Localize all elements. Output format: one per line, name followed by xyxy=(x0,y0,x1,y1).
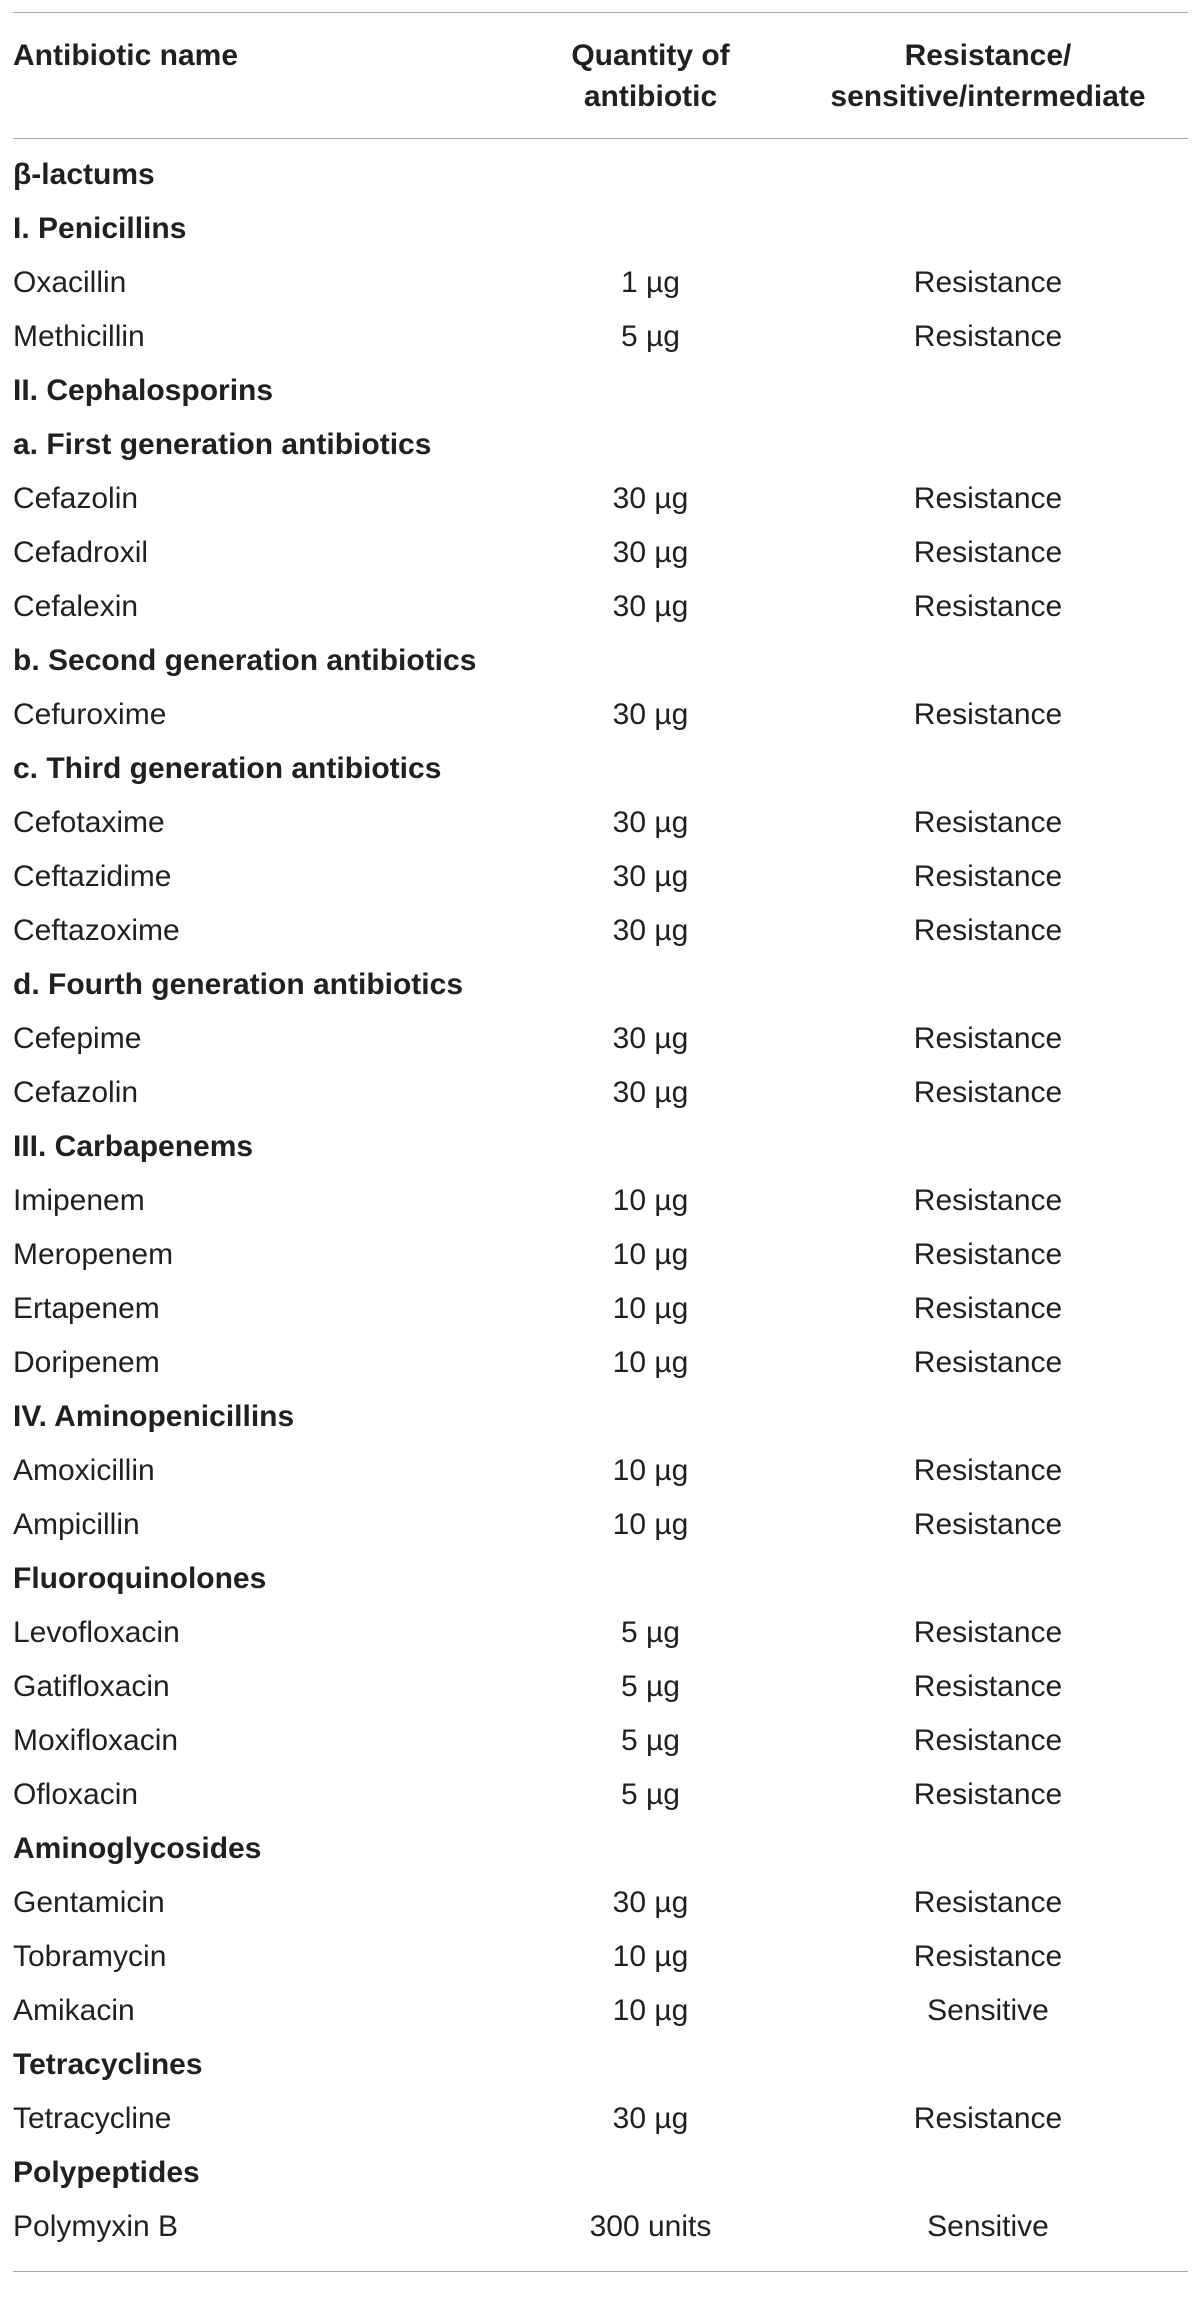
table-row xyxy=(13,688,1188,742)
antibiotic-name-cell: Cefazolin xyxy=(13,1076,139,1109)
quantity-cell: 30 µg xyxy=(612,590,689,623)
header-quantity-line2: antibiotic xyxy=(583,79,718,113)
result-cell: Resistance xyxy=(913,536,1063,569)
table-row xyxy=(13,1444,1188,1498)
antibiotic-name-cell: Cefotaxime xyxy=(13,806,165,839)
table-row xyxy=(13,1174,1188,1228)
section-row xyxy=(13,418,1188,472)
quantity-cell: 30 µg xyxy=(612,536,689,569)
antibiotic-name-cell: Imipenem xyxy=(13,1184,145,1217)
result-cell: Resistance xyxy=(913,2102,1063,2135)
table-row xyxy=(13,310,1188,364)
section-row xyxy=(13,2038,1188,2092)
result-cell: Resistance xyxy=(913,1886,1063,1919)
table-row xyxy=(13,1930,1188,1984)
section-row xyxy=(13,958,1188,1012)
antibiotic-name-cell: Polymyxin B xyxy=(13,2210,179,2243)
table-row xyxy=(13,1282,1188,1336)
section-heading: Aminoglycosides xyxy=(13,1832,262,1865)
result-cell: Resistance xyxy=(913,806,1063,839)
section-heading: Tetracyclines xyxy=(13,2048,203,2081)
quantity-cell: 10 µg xyxy=(612,1940,689,1973)
table-row xyxy=(13,1012,1188,1066)
section-row xyxy=(13,202,1188,256)
result-cell: Resistance xyxy=(913,1616,1063,1649)
quantity-cell: 5 µg xyxy=(621,1778,680,1811)
antibiotic-name-cell: Amoxicillin xyxy=(13,1454,155,1487)
antibiotic-name-cell: Gentamicin xyxy=(13,1886,165,1919)
header-result-line2: sensitive/intermediate xyxy=(830,79,1146,113)
result-cell: Resistance xyxy=(913,860,1063,893)
quantity-cell: 30 µg xyxy=(612,1022,689,1055)
section-row xyxy=(13,1552,1188,1606)
quantity-cell: 10 µg xyxy=(612,1292,689,1325)
quantity-cell: 30 µg xyxy=(612,860,689,893)
result-cell: Resistance xyxy=(913,266,1063,299)
result-cell: Resistance xyxy=(913,1778,1063,1811)
section-heading: a. First generation antibiotics xyxy=(13,428,432,461)
antibiotic-name-cell: Ofloxacin xyxy=(13,1778,139,1811)
result-cell: Resistance xyxy=(913,1940,1063,1973)
section-heading: III. Carbapenems xyxy=(13,1130,254,1163)
antibiotic-table xyxy=(13,12,1188,2272)
quantity-cell: 30 µg xyxy=(612,1886,689,1919)
antibiotic-name-cell: Tetracycline xyxy=(13,2102,172,2135)
antibiotic-name-cell: Cefadroxil xyxy=(13,536,149,569)
antibiotic-name-cell: Tobramycin xyxy=(13,1940,167,1973)
result-cell: Resistance xyxy=(913,914,1063,947)
section-heading: c. Third generation antibiotics xyxy=(13,752,442,785)
header-result-line1: Resistance/ xyxy=(904,38,1072,72)
quantity-cell: 30 µg xyxy=(612,806,689,839)
antibiotic-name-cell: Ampicillin xyxy=(13,1508,140,1541)
result-cell: Resistance xyxy=(913,1076,1063,1109)
table-row xyxy=(13,796,1188,850)
table-row xyxy=(13,2200,1188,2254)
section-heading: IV. Aminopenicillins xyxy=(13,1400,295,1433)
quantity-cell: 30 µg xyxy=(612,1076,689,1109)
section-heading: b. Second generation antibiotics xyxy=(13,644,477,677)
quantity-cell: 30 µg xyxy=(612,2102,689,2135)
table-body xyxy=(13,139,1188,2254)
section-row xyxy=(13,1390,1188,1444)
antibiotic-name-cell: Cefazolin xyxy=(13,482,139,515)
quantity-cell: 30 µg xyxy=(612,914,689,947)
result-cell: Resistance xyxy=(913,1454,1063,1487)
table-row xyxy=(13,1714,1188,1768)
table-row xyxy=(13,1498,1188,1552)
table-bottom-rule xyxy=(13,2271,1188,2272)
table-row xyxy=(13,1066,1188,1120)
result-cell: Resistance xyxy=(913,1022,1063,1055)
quantity-cell: 10 µg xyxy=(612,1346,689,1379)
quantity-cell: 10 µg xyxy=(612,1508,689,1541)
result-cell: Sensitive xyxy=(927,1994,1049,2027)
quantity-cell: 5 µg xyxy=(621,1724,680,1757)
antibiotic-name-cell: Cefalexin xyxy=(13,590,139,623)
antibiotic-name-cell: Levofloxacin xyxy=(13,1616,180,1649)
table-row xyxy=(13,904,1188,958)
quantity-cell: 30 µg xyxy=(612,482,689,515)
antibiotic-name-cell: Ceftazoxime xyxy=(13,914,180,947)
section-heading: II. Cephalosporins xyxy=(13,374,274,407)
section-heading: d. Fourth generation antibiotics xyxy=(13,968,463,1001)
table-row xyxy=(13,526,1188,580)
result-cell: Resistance xyxy=(913,1238,1063,1271)
section-heading: I. Penicillins xyxy=(13,212,187,245)
section-heading: Fluoroquinolones xyxy=(13,1562,267,1595)
quantity-cell: 30 µg xyxy=(612,698,689,731)
table-row xyxy=(13,1606,1188,1660)
quantity-cell: 5 µg xyxy=(621,1670,680,1703)
result-cell: Resistance xyxy=(913,1508,1063,1541)
result-cell: Resistance xyxy=(913,698,1063,731)
section-heading: β-lactums xyxy=(13,158,155,191)
result-cell: Resistance xyxy=(913,590,1063,623)
section-row xyxy=(13,1822,1188,1876)
result-cell: Resistance xyxy=(913,482,1063,515)
table-row xyxy=(13,1876,1188,1930)
antibiotic-name-cell: Ceftazidime xyxy=(13,860,172,893)
table-row xyxy=(13,580,1188,634)
result-cell: Resistance xyxy=(913,1292,1063,1325)
table-row xyxy=(13,1660,1188,1714)
quantity-cell: 5 µg xyxy=(621,1616,680,1649)
antibiotic-name-cell: Methicillin xyxy=(13,320,145,353)
result-cell: Resistance xyxy=(913,1724,1063,1757)
antibiotic-name-cell: Cefepime xyxy=(13,1022,142,1055)
table-header xyxy=(13,13,1188,139)
quantity-cell: 10 µg xyxy=(612,1184,689,1217)
section-row xyxy=(13,742,1188,796)
table-row xyxy=(13,2092,1188,2146)
table-row xyxy=(13,256,1188,310)
header-antibiotic-name: Antibiotic name xyxy=(13,39,239,72)
section-row xyxy=(13,364,1188,418)
antibiotic-name-cell: Amikacin xyxy=(13,1994,135,2027)
quantity-cell: 300 units xyxy=(589,2210,712,2243)
quantity-cell: 1 µg xyxy=(621,266,680,299)
quantity-cell: 10 µg xyxy=(612,1454,689,1487)
section-heading: Polypeptides xyxy=(13,2156,200,2189)
antibiotic-name-cell: Cefuroxime xyxy=(13,698,167,731)
section-row xyxy=(13,1120,1188,1174)
result-cell: Sensitive xyxy=(927,2210,1049,2243)
section-row xyxy=(13,634,1188,688)
table-row xyxy=(13,472,1188,526)
quantity-cell: 10 µg xyxy=(612,1994,689,2027)
antibiotic-name-cell: Doripenem xyxy=(13,1346,160,1379)
header-quantity xyxy=(513,35,788,117)
table-row xyxy=(13,1984,1188,2038)
quantity-cell: 10 µg xyxy=(612,1238,689,1271)
section-row xyxy=(13,2146,1188,2200)
result-cell: Resistance xyxy=(913,1184,1063,1217)
header-result xyxy=(788,35,1188,117)
result-cell: Resistance xyxy=(913,320,1063,353)
antibiotic-name-cell: Gatifloxacin xyxy=(13,1670,170,1703)
antibiotic-name-cell: Meropenem xyxy=(13,1238,174,1271)
table-row xyxy=(13,1768,1188,1822)
result-cell: Resistance xyxy=(913,1670,1063,1703)
result-cell: Resistance xyxy=(913,1346,1063,1379)
section-row xyxy=(13,148,1188,202)
antibiotic-name-cell: Oxacillin xyxy=(13,266,127,299)
quantity-cell: 5 µg xyxy=(621,320,680,353)
antibiotic-name-cell: Ertapenem xyxy=(13,1292,160,1325)
antibiotic-name-cell: Moxifloxacin xyxy=(13,1724,179,1757)
table-row xyxy=(13,850,1188,904)
table-row xyxy=(13,1228,1188,1282)
table-row xyxy=(13,1336,1188,1390)
header-quantity-line1: Quantity of xyxy=(571,38,730,72)
